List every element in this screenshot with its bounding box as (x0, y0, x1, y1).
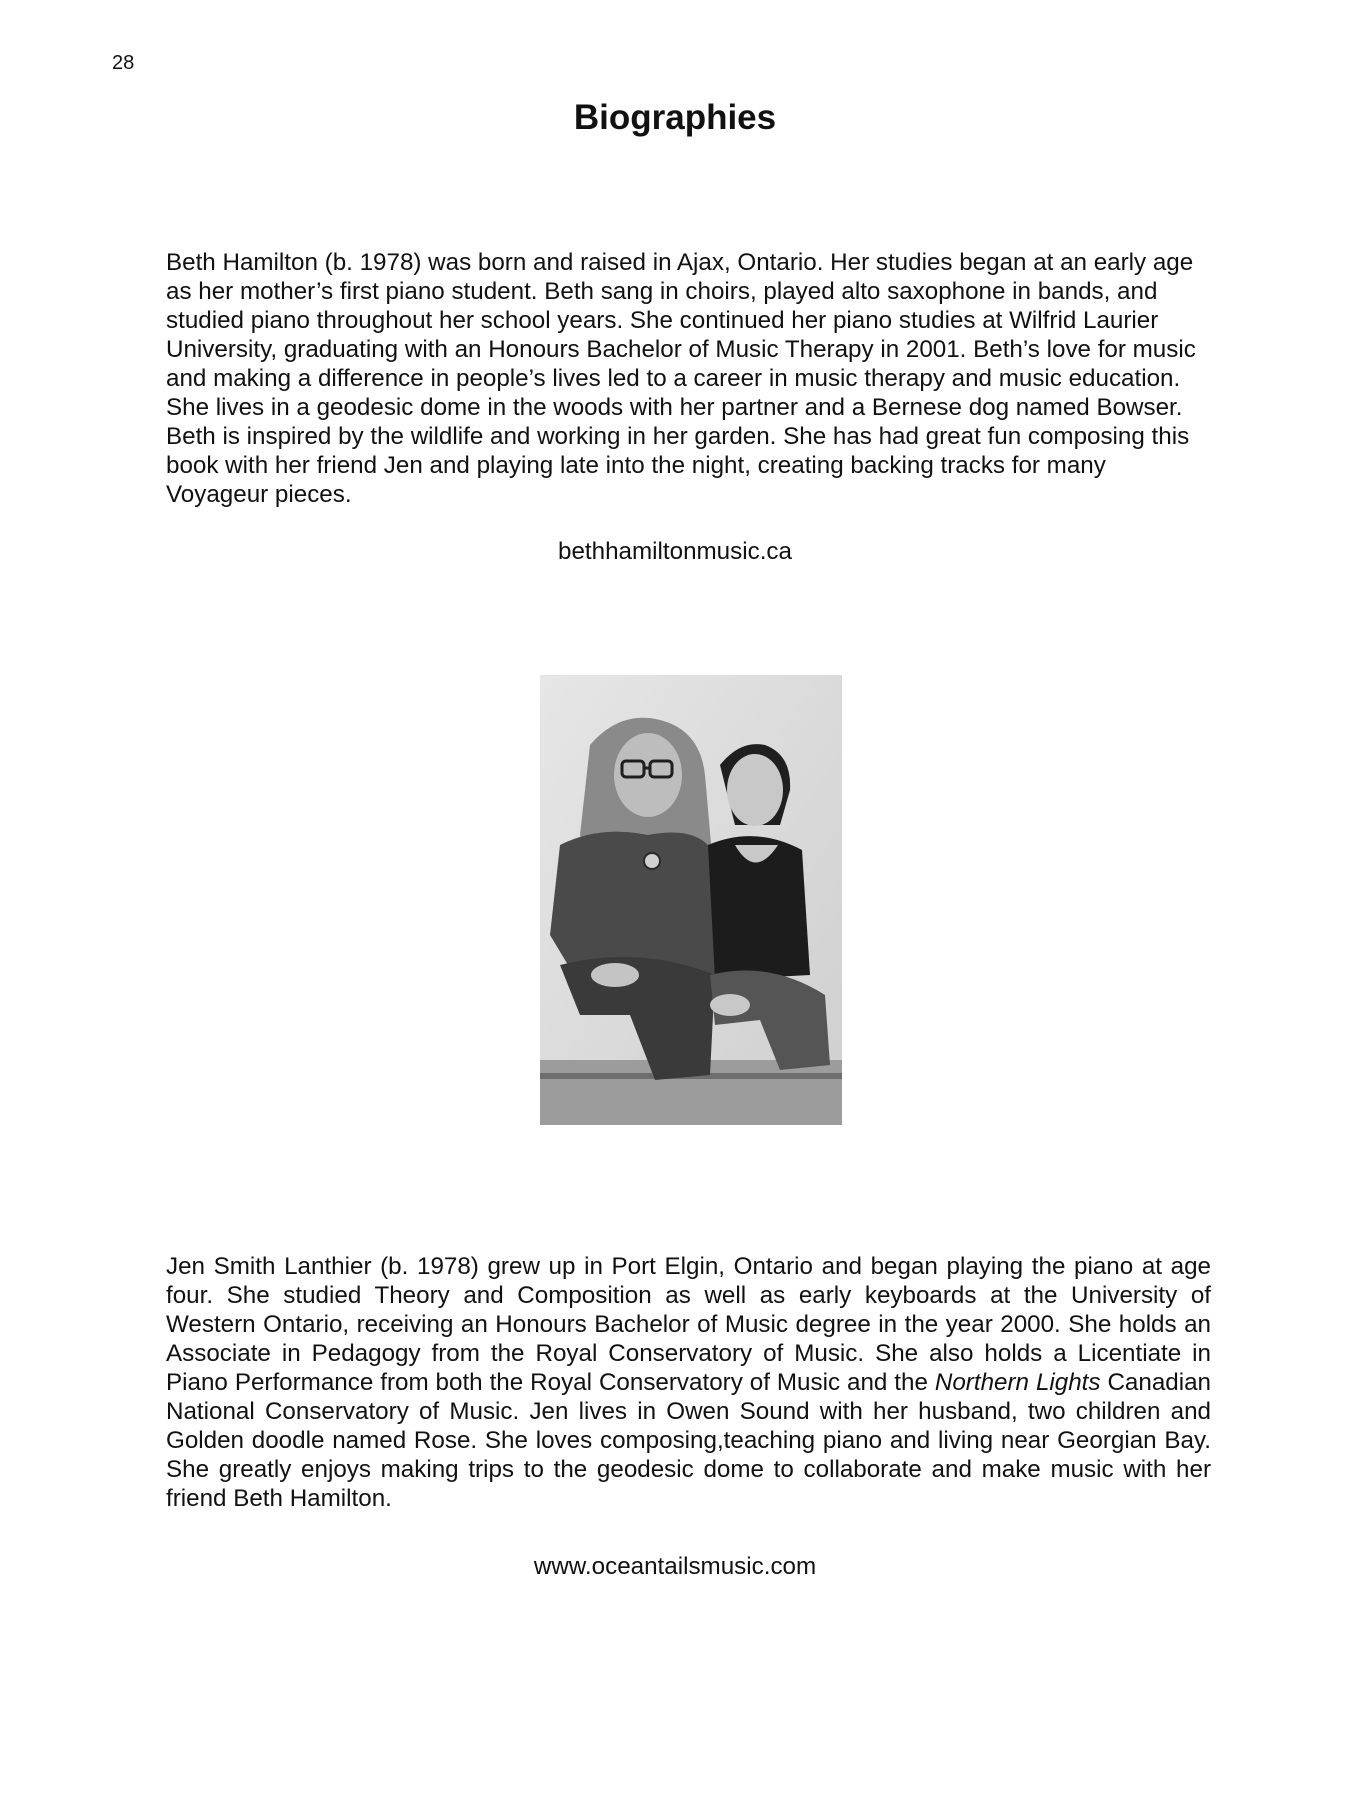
author-photo (540, 675, 842, 1125)
italic-title: Northern Lights (934, 1369, 1101, 1396)
page-number: 28 (112, 52, 135, 74)
portrait-photo-icon (540, 675, 842, 1125)
website-beth-hamilton: bethhamiltonmusic.ca (558, 538, 792, 565)
page-title: Biographies (573, 98, 777, 137)
bio-text: Beth Hamilton (b. 1978) was born and raised in Ajax, Ontario. Her studies began at an early age as her mother’s first piano student. Beth sang in choirs, played alto saxophone in bands, and studied piano throughout her school years. She continued her piano studies at Wilfrid Laurier University, graduating with an Honours Bachelor of Music Therapy in 2001. Beth’s love for music and making a difference in people’s lives led to a career in music therapy and music education. She lives in a geodesic dome in the woods with her partner and a Bernese dog named Bowser. Beth is inspired by the wildlife and working in her garden. She has had great fun composing this book with her friend Jen and playing late into the night, creating backing tracks for many Voyageur pieces. (166, 249, 1196, 508)
bio-jen-smith-lanthier (166, 1252, 1211, 1513)
bio-beth-hamilton (166, 248, 1211, 509)
website-jen-smith-lanthier: www.oceantailsmusic.com (533, 1553, 817, 1580)
bio-text: Jen Smith Lanthier (b. 1978) grew up in Port Elgin, Ontario and began playing the piano at age four. She studied Theory and Composition as well as early keyboards at the University of Western Ontario, receiving an Honours Bachelor of Music degree in the year 2000. She holds an Associate in Pedagogy from the Royal Conservatory of Music. She also holds a Licentiate in Piano Performance from both the Royal Conservatory of Music and the (166, 1253, 1211, 1396)
bio-text: Canadian National Conservatory of Music. Jen lives in Owen Sound with her husband, two children and Golden doodle named Rose. She loves composing,teaching piano and living near Georgian Bay. She greatly enjoys making trips to the geodesic dome to collaborate and make music with her friend Beth Hamilton. (166, 1369, 1212, 1512)
